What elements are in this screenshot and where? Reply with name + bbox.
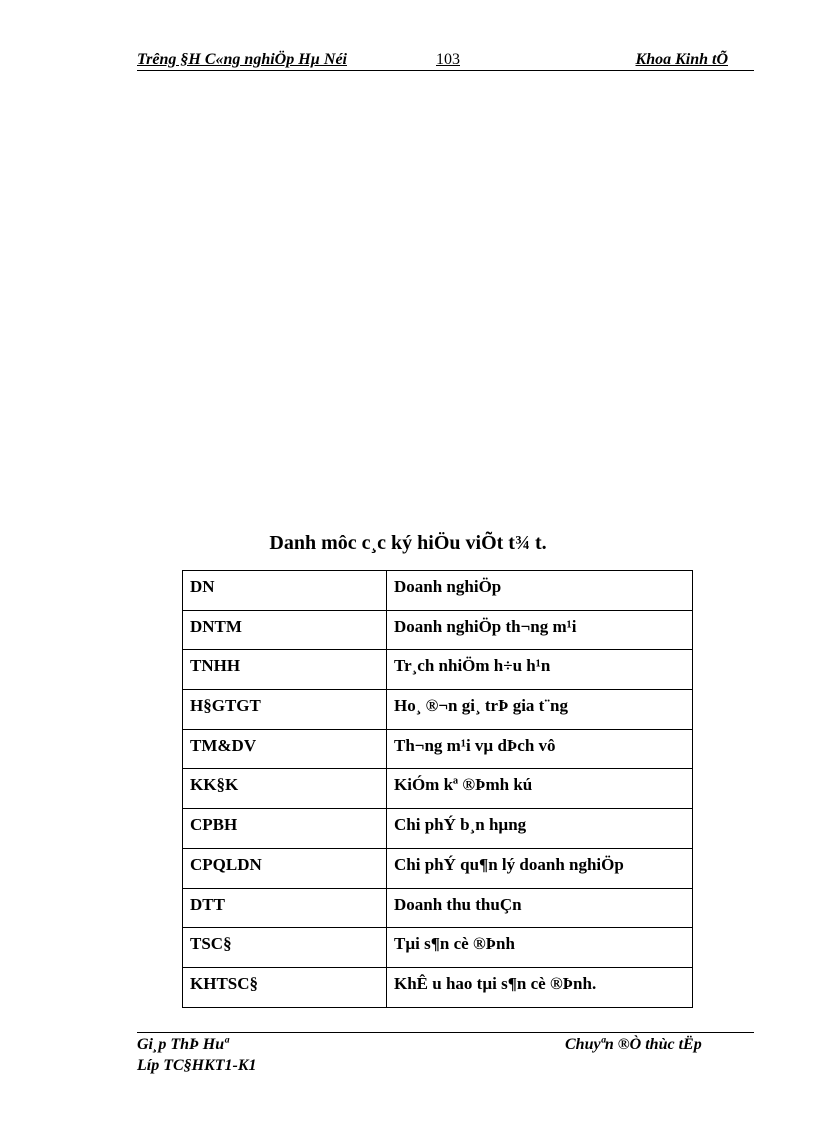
meaning-cell: Th¬ng m¹i vµ dÞch vô bbox=[387, 729, 693, 769]
meaning-cell: Ho¸ ®¬n gi¸ trÞ gia t¨ng bbox=[387, 690, 693, 730]
meaning-cell: KiÓm kª ®Þmh kú bbox=[387, 769, 693, 809]
footer-class: Líp TC§HKT1-K1 bbox=[137, 1057, 257, 1074]
meaning-cell: Tµi s¶n cè ®Þnh bbox=[387, 928, 693, 968]
abbreviation-cell: DNTM bbox=[183, 610, 387, 650]
table-row bbox=[183, 690, 693, 730]
page-title: Danh môc c¸c ký hiÖu viÕt t¾ t. bbox=[269, 532, 547, 554]
abbreviation-cell: DN bbox=[183, 571, 387, 611]
meaning-cell: Chi phÝ qu¶n lý doanh nghiÖp bbox=[387, 848, 693, 888]
page-header bbox=[137, 50, 754, 71]
meaning-cell: Doanh thu thuÇn bbox=[387, 888, 693, 928]
meaning-cell: Doanh nghiÖp th¬ng m¹i bbox=[387, 610, 693, 650]
table-row bbox=[183, 967, 693, 1007]
abbreviation-table bbox=[182, 570, 693, 1008]
footer-author: Gi¸p ThÞ Huª bbox=[137, 1036, 229, 1053]
abbreviation-cell: KHTSC§ bbox=[183, 967, 387, 1007]
footer-divider bbox=[137, 1032, 754, 1033]
abbreviation-cell: TM&DV bbox=[183, 729, 387, 769]
table-row bbox=[183, 888, 693, 928]
header-page-number: 103 bbox=[436, 51, 460, 68]
table-row bbox=[183, 729, 693, 769]
table-row bbox=[183, 610, 693, 650]
table-row bbox=[183, 928, 693, 968]
table-row bbox=[183, 650, 693, 690]
abbreviation-cell: CPBH bbox=[183, 809, 387, 849]
table-row bbox=[183, 769, 693, 809]
header-faculty: Khoa Kinh tÕ bbox=[635, 51, 728, 68]
table-row bbox=[183, 848, 693, 888]
meaning-cell: KhÊ u hao tµi s¶n cè ®Þnh. bbox=[387, 967, 693, 1007]
table-row bbox=[183, 571, 693, 611]
abbreviation-cell: DTT bbox=[183, 888, 387, 928]
header-school: Trêng §H C«ng nghiÖp Hµ Néi bbox=[137, 51, 347, 68]
meaning-cell: Tr¸ch nhiÖm h÷u h¹n bbox=[387, 650, 693, 690]
footer-report-type: Chuyªn ®Ò thùc tËp bbox=[565, 1036, 702, 1053]
abbreviation-cell: CPQLDN bbox=[183, 848, 387, 888]
meaning-cell: Chi phÝ b¸n hµng bbox=[387, 809, 693, 849]
abbreviation-cell: TNHH bbox=[183, 650, 387, 690]
abbreviation-cell: TSC§ bbox=[183, 928, 387, 968]
meaning-cell: Doanh nghiÖp bbox=[387, 571, 693, 611]
abbreviation-cell: H§GTGT bbox=[183, 690, 387, 730]
abbreviation-cell: KK§K bbox=[183, 769, 387, 809]
table-row bbox=[183, 809, 693, 849]
